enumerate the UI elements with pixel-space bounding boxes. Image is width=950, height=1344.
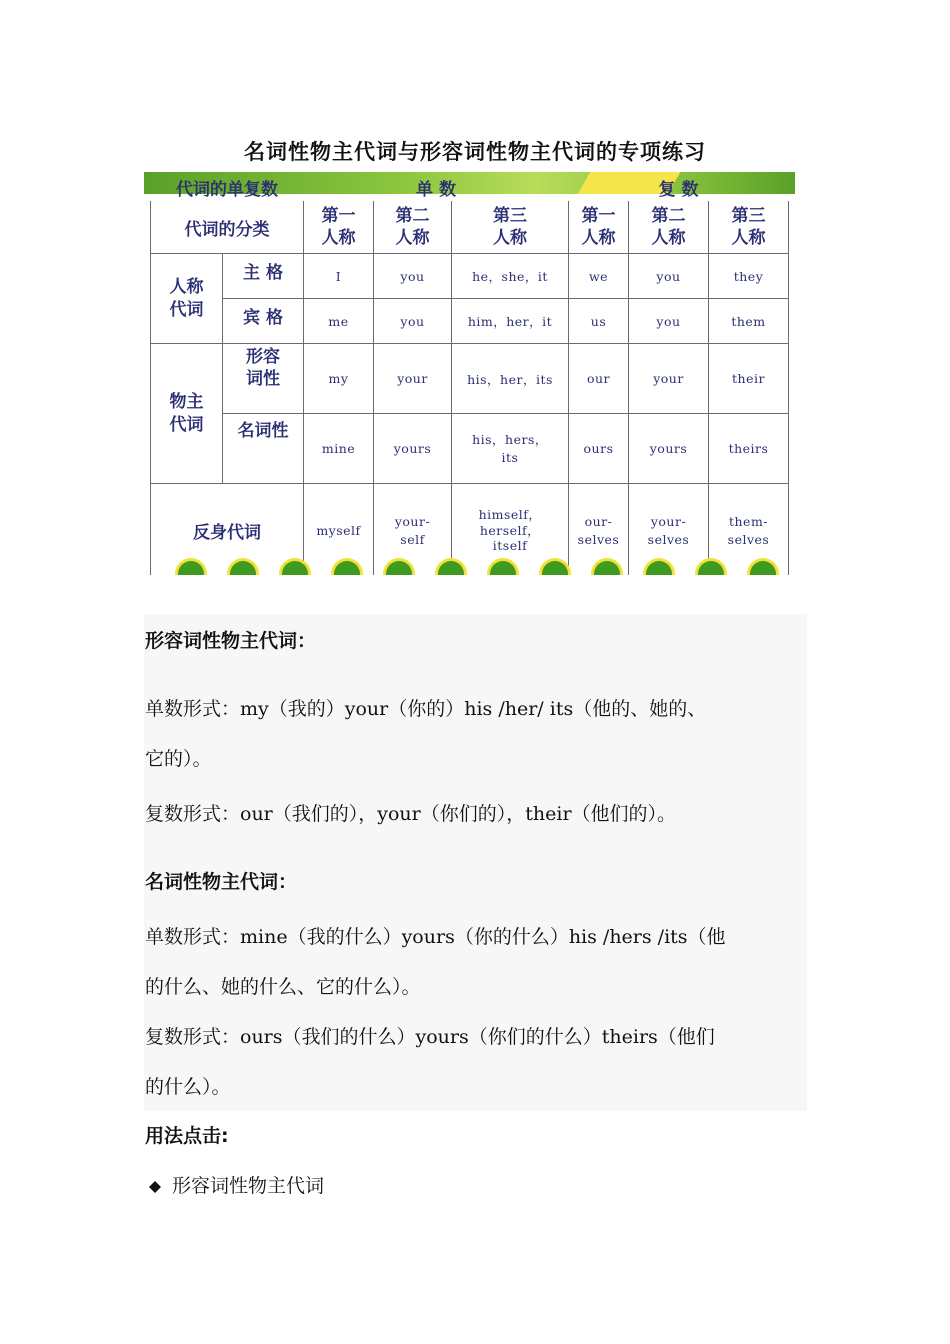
table-cell: himself， herself， itself (452, 484, 569, 576)
table-cell: him，her，it (452, 299, 569, 344)
table-cell: you (629, 299, 709, 344)
table-cell: mine (304, 414, 374, 484)
noun-singular-line-2: 的什么、她的什么、它的什么）。 (145, 976, 421, 998)
noun-heading: 名词性物主代词： (145, 871, 298, 893)
table-cell: them (709, 299, 789, 344)
table-cell: me (304, 299, 374, 344)
table-cell: myself (304, 484, 374, 576)
header-person: 第二 人称 (629, 201, 709, 254)
adj-singular-line-1: 单数形式：my（我的）your（你的）his /her/ its（他的、她的、 (145, 698, 707, 720)
header-person: 第一 人称 (569, 201, 629, 254)
header-category: 代词的分类 (151, 201, 304, 254)
table-cell: our (569, 344, 629, 414)
table-cell: them- selves (709, 484, 789, 576)
table-cell: our- selves (569, 484, 629, 576)
table-cell: we (569, 254, 629, 299)
header-number: 代词的单复数 (176, 180, 278, 200)
table-cell: they (709, 254, 789, 299)
table-cell: ours (569, 414, 629, 484)
row-label: 名词性 (223, 414, 304, 484)
table-cell: you (629, 254, 709, 299)
adj-plural-line: 复数形式：our（我们的），your（你们的），their（他们的）。 (145, 803, 677, 825)
table-cell: theirs (709, 414, 789, 484)
table-cell: their (709, 344, 789, 414)
table-cell: you (374, 254, 452, 299)
header-person: 第一 人称 (304, 201, 374, 254)
table-cell: your- self (374, 484, 452, 576)
bullet-item[interactable]: 形容词性物主代词 (172, 1175, 325, 1197)
table-cell: he，she，it (452, 254, 569, 299)
adj-heading: 形容词性物主代词： (145, 630, 317, 652)
header-person: 第三 人称 (709, 201, 789, 254)
table-cell: I (304, 254, 374, 299)
header-plural: 复 数 (658, 180, 699, 200)
table-cell: us (569, 299, 629, 344)
adj-singular-line-2: 它的）。 (145, 748, 212, 770)
table-cell: his，her，its (452, 344, 569, 414)
table-cell: your (374, 344, 452, 414)
table-cell: you (374, 299, 452, 344)
noun-plural-line-1: 复数形式：ours（我们的什么）yours（你们的什么）theirs（他们 (145, 1026, 715, 1048)
group-possessive: 物主 代词 (151, 344, 223, 484)
row-label: 宾 格 (223, 299, 304, 344)
diamond-icon (149, 1181, 161, 1193)
header-person: 第三 人称 (452, 201, 569, 254)
table-cell: my (304, 344, 374, 414)
group-personal: 人称 代词 (151, 254, 223, 344)
header-singular: 单 数 (416, 180, 456, 200)
row-label-reflexive: 反身代词 (151, 484, 304, 576)
table-cell: your- selves (629, 484, 709, 576)
table-cell: your (629, 344, 709, 414)
usage-heading: 用法点击: (145, 1125, 229, 1147)
table-bottom-dots (144, 565, 795, 575)
row-label: 主 格 (223, 254, 304, 299)
page-title: 名词性物主代词与形容词性物主代词的专项练习 (244, 139, 706, 164)
noun-plural-line-2: 的什么）。 (145, 1076, 231, 1098)
pronoun-table (150, 174, 789, 575)
row-label: 形容 词性 (223, 344, 304, 414)
table-cell: yours (374, 414, 452, 484)
table-cell: yours (629, 414, 709, 484)
header-person: 第二 人称 (374, 201, 452, 254)
pronoun-table-figure (144, 172, 795, 575)
table-cell: his，hers， its (452, 414, 569, 484)
noun-singular-line-1: 单数形式：mine（我的什么）yours（你的什么）his /hers /its（他 (145, 926, 726, 948)
